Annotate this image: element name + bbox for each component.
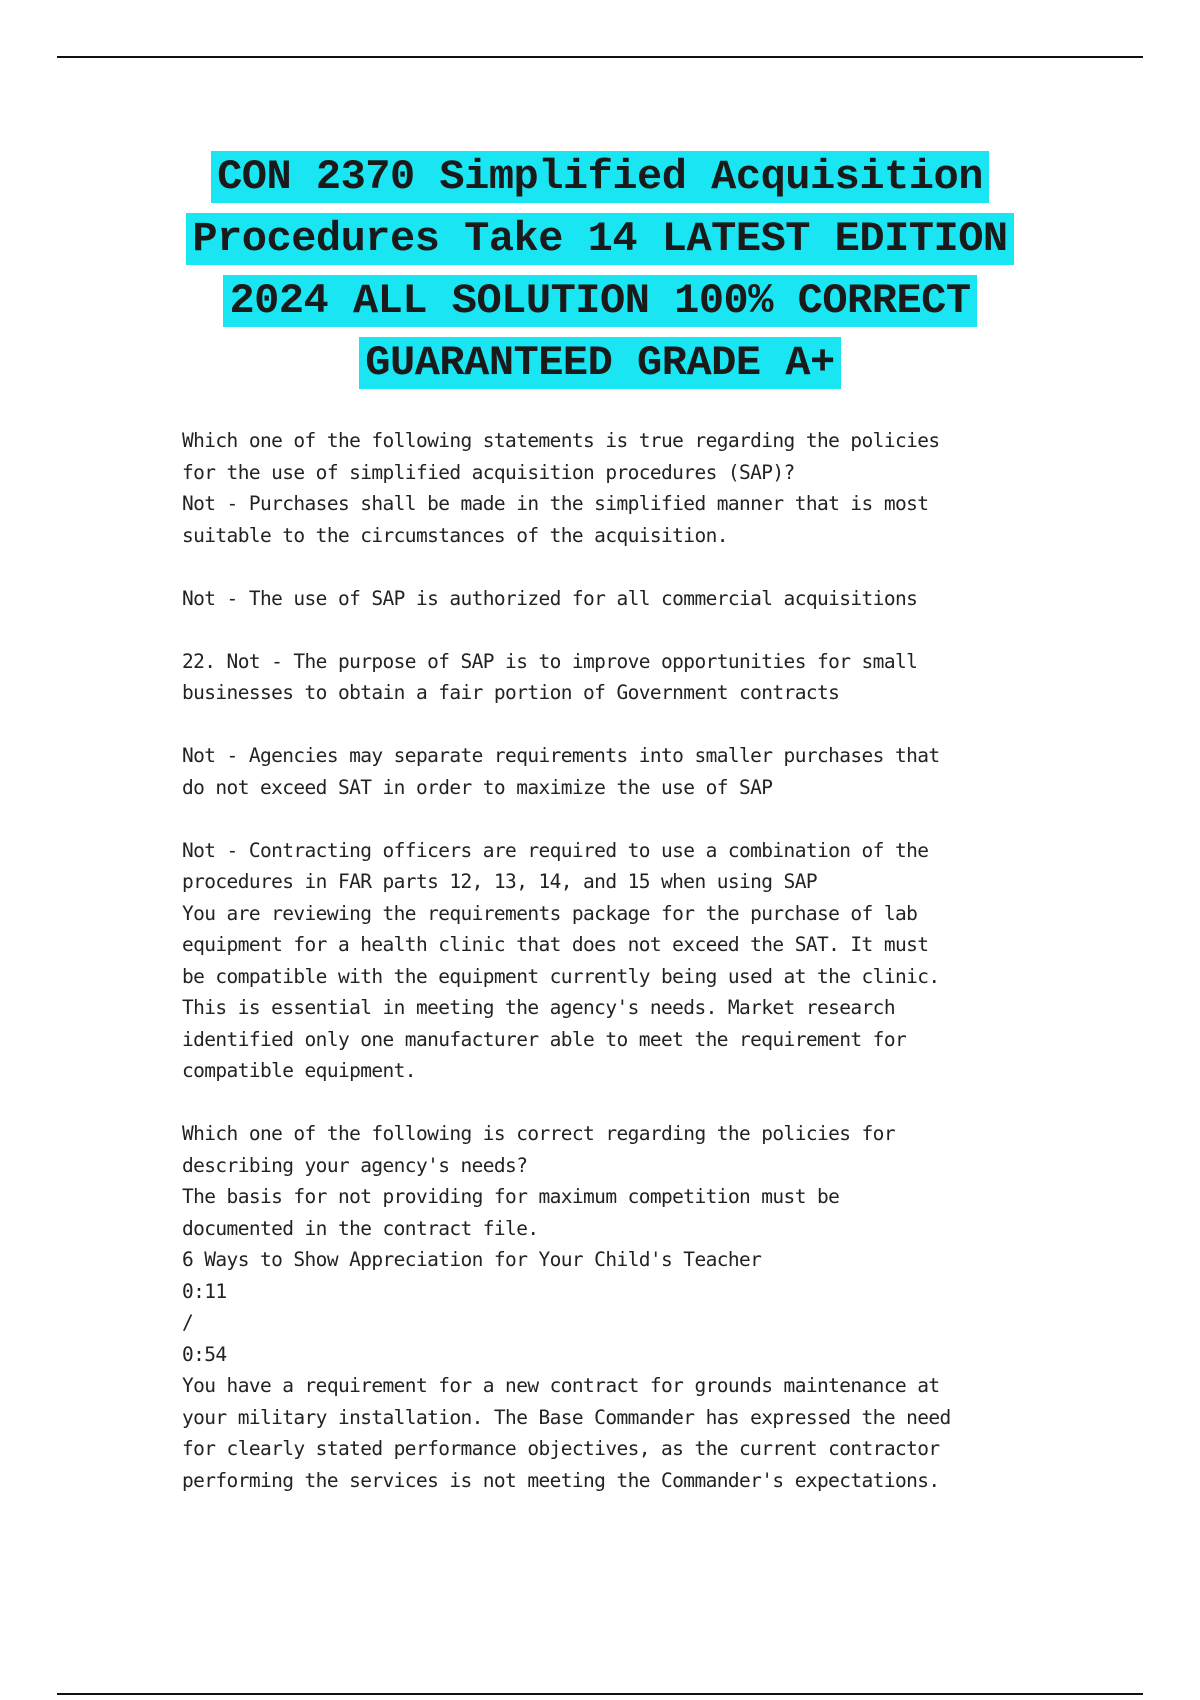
question-3-line-1: You have a requirement for a new contract for grounds maintenance at <box>182 1374 940 1397</box>
paragraph-gap <box>182 614 1082 646</box>
title-line-3: 2024 ALL SOLUTION 100% CORRECT <box>223 275 976 327</box>
answer-3-line-1: 22. Not - The purpose of SAP is to improve opportunities for small <box>182 649 918 673</box>
video-title: 6 Ways to Show Appreciation for Your Child's Teacher <box>182 1248 762 1271</box>
question-2-line-4: This is essential in meeting the agency's needs. Market research <box>182 996 895 1019</box>
answer-5-line-1: Not - Contracting officers are required to use a combination of the <box>182 838 929 862</box>
question-2-line-1: You are reviewing the requirements package for the purchase of lab <box>182 901 918 925</box>
title-line-1: CON 2370 Simplified Acquisition <box>211 151 989 203</box>
question-2-line-3: be compatible with the equipment currently being used at the clinic. <box>182 964 940 988</box>
paragraph-gap <box>182 551 1082 583</box>
question-2b-line-2: describing your agency's needs? <box>182 1153 528 1177</box>
top-rule <box>57 56 1143 58</box>
question-1-line-2: for the use of simplified acquisition procedures (SAP)? <box>182 460 795 484</box>
paragraph-gap <box>182 1087 1082 1119</box>
answer-q2-line-1: The basis for not providing for maximum competition must be <box>182 1185 840 1208</box>
question-2-line-6: compatible equipment. <box>182 1059 416 1082</box>
question-2-line-2: equipment for a health clinic that does not exceed the SAT. It must <box>182 933 929 956</box>
answer-1-line-1: Not - Purchases shall be made in the simplified manner that is most <box>182 492 929 515</box>
question-1-line-1: Which one of the following statements is true regarding the policies <box>182 429 940 452</box>
title-line-4: GUARANTEED GRADE A+ <box>359 337 840 389</box>
answer-3-line-2: businesses to obtain a fair portion of Government contracts <box>182 681 840 704</box>
answer-q2-line-2: documented in the contract file. <box>182 1216 539 1240</box>
paragraph-gap <box>182 709 1082 741</box>
bottom-rule <box>57 1693 1143 1695</box>
question-2-line-5: identified only one manufacturer able to meet the requirement for <box>182 1027 907 1051</box>
answer-4-line-2: do not exceed SAT in order to maximize the use of SAP <box>182 775 773 799</box>
answer-4-line-1: Not - Agencies may separate requirements into smaller purchases that <box>182 744 940 767</box>
title-line-2: Procedures Take 14 LATEST EDITION <box>186 213 1013 265</box>
video-total-time: 0:54 <box>182 1342 227 1366</box>
video-current-time: 0:11 <box>182 1279 227 1303</box>
question-3-line-3: for clearly stated performance objectives, as the current contractor <box>182 1437 940 1460</box>
video-time-separator: / <box>182 1311 194 1334</box>
answer-1-line-2: suitable to the circumstances of the acquisition. <box>182 523 728 547</box>
answer-2: Not - The use of SAP is authorized for all commercial acquisitions <box>182 586 918 610</box>
question-3-line-2: your military installation. The Base Commander has expressed the need <box>182 1405 951 1429</box>
question-3-line-4: performing the services is not meeting the Commander's expectations. <box>182 1468 940 1492</box>
answer-5-line-2: procedures in FAR parts 12, 13, 14, and 15 when using SAP <box>182 870 817 893</box>
document-body <box>182 425 1082 1496</box>
document-title <box>140 146 1060 394</box>
question-2b-line-1: Which one of the following is correct regarding the policies for <box>182 1122 895 1145</box>
paragraph-gap <box>182 803 1082 835</box>
